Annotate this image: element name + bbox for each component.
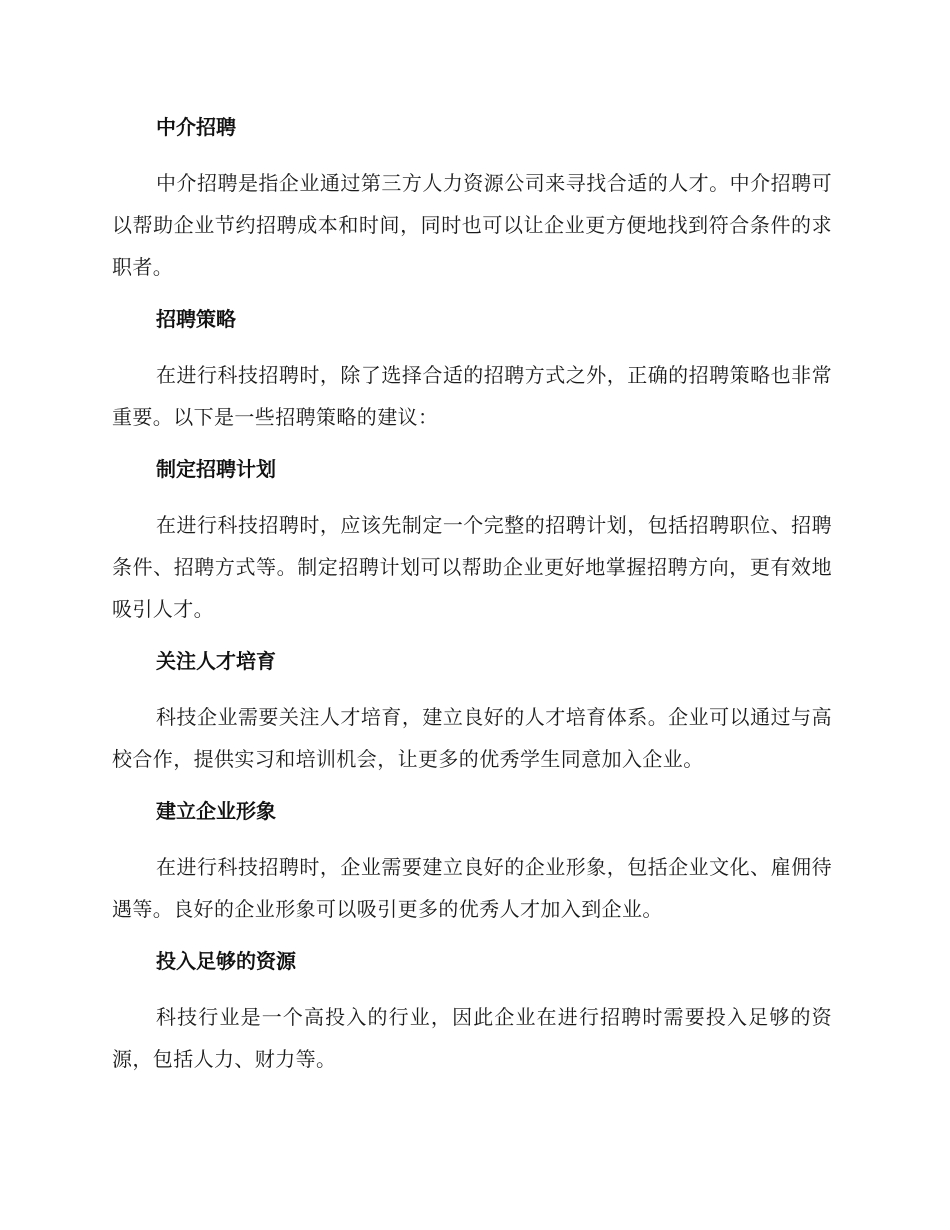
section-heading-resources: 投入足够的资源	[156, 949, 296, 973]
section-heading-talent-development: 关注人才培育	[156, 649, 276, 673]
section-paragraph-recruitment-plan: 在进行科技招聘时，应该先制定一个完整的招聘计划，包括招聘职位、招聘条件、招聘方式等。制定招聘计划可以帮助企业更好地掌握招聘方向，更有效地吸引人才。	[112, 513, 832, 621]
section-paragraph-resources: 科技行业是一个高投入的行业，因此企业在进行招聘时需要投入足够的资源，包括人力、财力等。	[112, 1005, 832, 1071]
section-heading-recruitment-strategy: 招聘策略	[156, 307, 236, 331]
section-paragraph-talent-development: 科技企业需要关注人才培育，建立良好的人才培育体系。企业可以通过与高校合作，提供实习和培训机会，让更多的优秀学生同意加入企业。	[112, 705, 832, 771]
section-heading-corporate-image: 建立企业形象	[156, 799, 276, 823]
section-paragraph-agency-recruitment: 中介招聘是指企业通过第三方人力资源公司来寻找合适的人才。中介招聘可以帮助企业节约招聘成本和时间，同时也可以让企业更方便地找到符合条件的求职者。	[112, 171, 832, 279]
section-heading-agency-recruitment: 中介招聘	[156, 115, 236, 139]
document-body	[112, 108, 832, 1092]
section-heading-recruitment-plan: 制定招聘计划	[156, 457, 276, 481]
section-paragraph-recruitment-strategy: 在进行科技招聘时，除了选择合适的招聘方式之外，正确的招聘策略也非常重要。以下是一些招聘策略的建议：	[112, 363, 832, 429]
section-paragraph-corporate-image: 在进行科技招聘时，企业需要建立良好的企业形象，包括企业文化、雇佣待遇等。良好的企业形象可以吸引更多的优秀人才加入到企业。	[112, 855, 832, 921]
